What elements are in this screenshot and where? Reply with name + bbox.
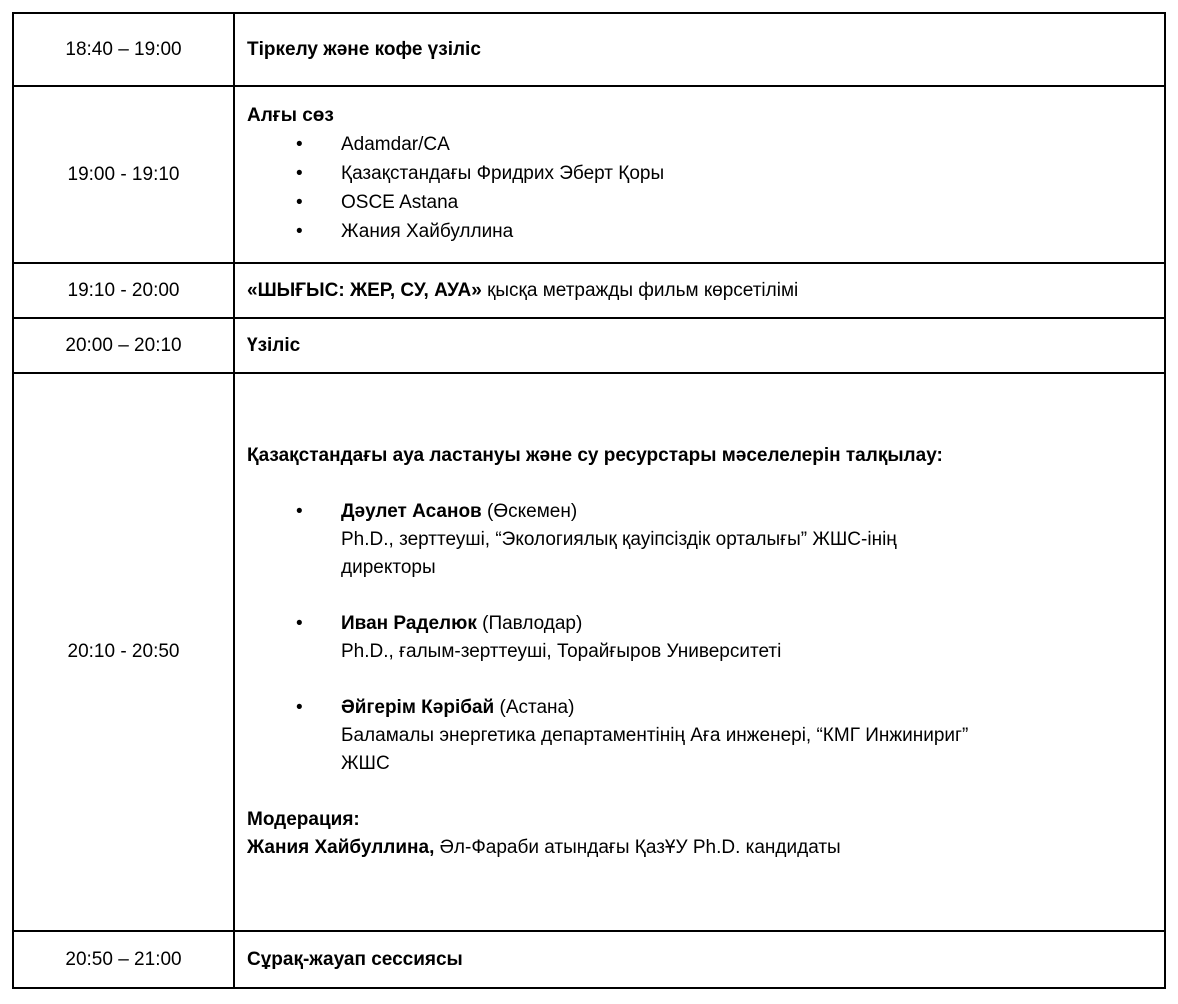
speaker-item [341,610,1146,666]
speaker-line [341,694,1146,722]
list-item: • Қазақстандағы Фридрих Эберт Қоры [341,160,1146,188]
schedule-row-registration [13,13,1165,86]
schedule-row-qa [13,931,1165,988]
time-cell: 19:10 - 20:00 [13,263,234,318]
time-cell: 18:40 – 19:00 [13,13,234,86]
speaker-description: Ph.D., ғалым-зерттеуші, Торайғыров Университеті [341,641,782,662]
session-title: Тіркелу және кофе үзіліс [247,38,481,60]
schedule-table [12,12,1166,989]
speaker-item [341,498,1146,582]
content-cell [234,86,1165,263]
content-cell [234,373,1165,931]
session-title [247,277,1146,305]
film-subtitle: қысқа метражды фильм көрсетілімі [481,279,799,301]
moderator-name: Жания Хайбуллина, [247,837,435,858]
session-title: Сұрақ-жауап сессиясы [247,948,463,970]
schedule-row-discussion [13,373,1165,931]
schedule-row-break [13,318,1165,373]
speaker-location: (Өскемен) [481,501,578,522]
time-cell: 20:50 – 21:00 [13,931,234,988]
moderator-line [247,834,1146,862]
moderation-block [247,806,1146,862]
moderation-label: Модерация: [247,809,360,830]
list-item: • Adamdar/CA [341,131,1146,159]
time-cell: 20:10 - 20:50 [13,373,234,931]
participant-list [247,131,1146,246]
speaker-description: ЖШС [341,753,390,774]
speaker-item [341,694,1146,778]
content-cell [234,13,1165,86]
list-item: • Жания Хайбуллина [341,218,1146,246]
content-cell [234,318,1165,373]
speaker-list [247,498,1146,778]
speaker-line [341,610,1146,638]
speaker-description: директоры [341,557,436,578]
schedule-row-opening [13,86,1165,263]
speaker-name: Дәулет Асанов [341,501,482,522]
content-cell [234,931,1165,988]
time-cell: 20:00 – 20:10 [13,318,234,373]
list-item: • OSCE Astana [341,189,1146,217]
time-cell: 19:00 - 19:10 [13,86,234,263]
speaker-name: Әйгерім Кәрібай [341,697,495,718]
film-title: «ШЫҒЫС: ЖЕР, СУ, АУА» [247,279,482,301]
speaker-location: (Астана) [494,697,575,718]
session-title: Қазақстандағы ауа ластануы және су ресурстары мәселелерін талқылау: [247,445,943,466]
session-title: Үзіліс [247,334,301,356]
content-cell [234,263,1165,318]
moderator-description: Әл-Фараби атындағы ҚазҰУ Ph.D. кандидаты [434,837,841,858]
speaker-location: (Павлодар) [476,613,583,634]
session-title: Алғы сөз [247,105,334,126]
speaker-description: Ph.D., зерттеуші, “Экологиялық қауіпсіздік орталығы” ЖШС-інің [341,529,897,550]
speaker-name: Иван Раделюк [341,613,477,634]
speaker-line [341,498,1146,526]
schedule-row-film [13,263,1165,318]
speaker-description: Баламалы энергетика департаментінің Аға инженері, “КМГ Инжинириг” [341,725,969,746]
